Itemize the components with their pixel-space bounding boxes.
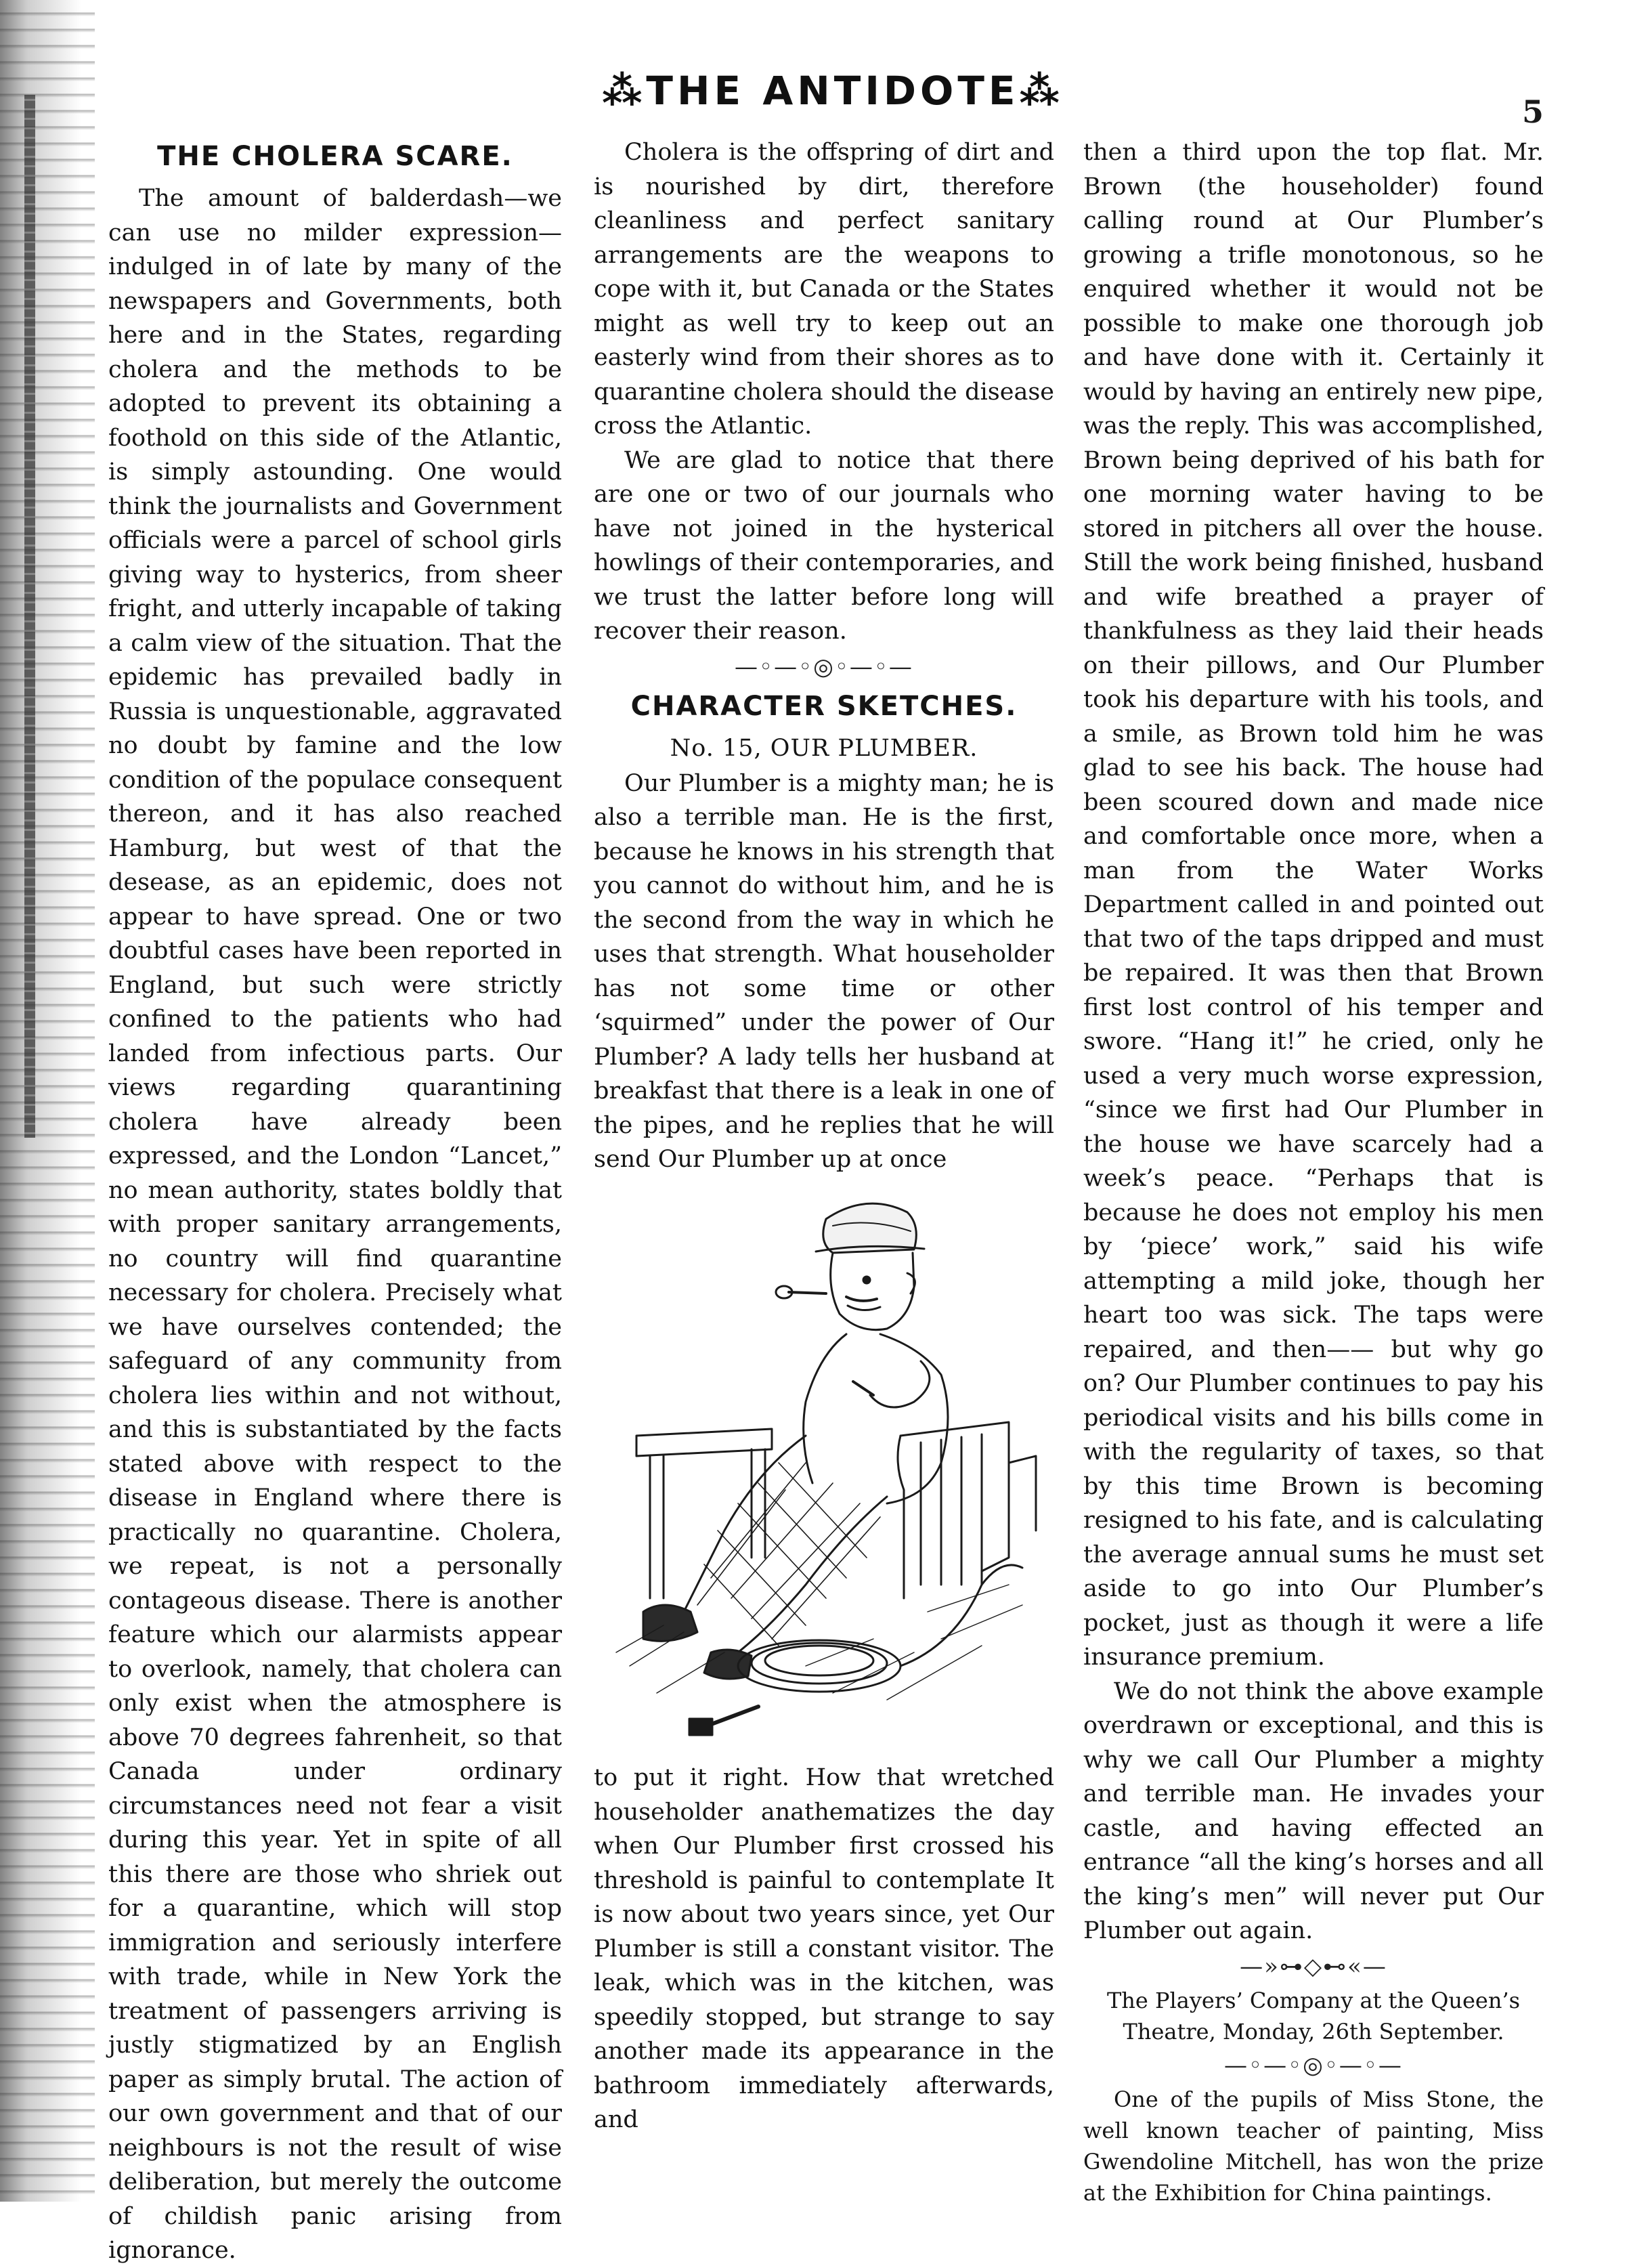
binding-shadow [24,95,35,1138]
sketches-paragraph-3: then a third upon the top flat. Mr. Brown (the householder) found calling round at Our Plumber’s growing a trifle monotonous, so he enquired whether it would not be possible to make one thorough job and have done with it. Certainly it would by having an entirely new pipe, was the reply. This was accomplished, Brown being deprived of his bath for one morning water having to be stored in pitchers all over the house. Still the work being finished, husband and wife breathed a prayer of thankfulness as they laid their heads on their pillows, and Our Plumber took his departure with his tools, and a smile, as Brown told him he was glad to see his back. The house had been scoured down and made nice and comfortable once more, when a man from the Water Works Department called in and pointed out that two of the taps dripped and must be repaired. It was then that Brown first lost control of his temper and swore. “Hang it!” he cried, only he used a very much worse expression, “since we first had Our Plumber in the house we have scarcely had a week’s peace. “Perhaps that is because he does not employ his men by ‘piece’ work,” said his wife attempting a mild joke, though her heart too was sick. The taps were repaired, and then—— but why go on? Our Plumber continues to pay his periodical visits and his bills come in with the regularity of taxes, so that by this time Brown is becoming resigned to his fate, and is calculating the average annual sums he must set aside to go into Our Plumber’s pocket, just as though it were a life insurance premium. [1083,139,1544,1671]
cholera-paragraph-3: We are glad to notice that there are one or two of our journals who have not joined in the hysterical howlings of their contemporaries, and we trust the latter before long will recover their reason. [594,446,1054,645]
notice-players-company: The Players’ Company at the Queen’s Theatre, Monday, 26th September. [1106,1987,1521,2045]
plumber-illustration [603,1178,1049,1747]
sketches-continued: to put it right. How that wretched householder anathematizes the day when Our Plumber first crossed his threshold is painful to contemplate It is now about two years since, yet Our Plumber is still a constant visitor. The leak, which was in the kitchen, was speedily stopped, but strange to say another made its appearance in the bathroom immediately afterwards, and [594,1764,1054,2133]
article-title-sketches: CHARACTER SKETCHES. [630,690,1018,722]
sketches-paragraph-4: We do not think the above example overdrawn or exceptional, and this is why we call Our Plumber a mighty and terrible man. He invades your castle, and having effected an entrance “all the king’s horses and all the king’s men” will never put Our Plumber out again. [1083,1677,1544,1944]
article-subtitle: No. 15, OUR PLUMBER. [670,734,978,762]
cholera-paragraph-2: Cholera is the offspring of dirt and is nourished by dirt, therefore cleanliness and perfect sanitary arrangements are the weapons to cope with it, but Canada or the States might as well try to keep out an easterly wind from their shores as to quarantine cholera should the disease cross the Atlantic. [594,139,1054,440]
page-number: 5 [1522,93,1544,130]
column-middle-top [594,135,1054,1177]
column-right [1083,135,1544,2208]
column-middle-bottom [594,1761,1054,2137]
ornamental-divider-2: —»⊶◇⊷«— [1240,1952,1387,1980]
masthead: ⁂THE ANTIDOTE⁂ [602,68,1064,114]
ornamental-divider-3: —◦—◦◎◦—◦— [1224,2051,1403,2079]
ornamental-divider: —◦—◦◎◦—◦— [735,653,913,681]
scanned-page-edge [0,0,95,2202]
column-left [108,135,562,2268]
cholera-paragraph-1: The amount of balderdash—we can use no milder expression—indulged in of late by many of the newspapers and Governments, both here and in the States, regarding cholera and the methods to be adopted to prevent its obtaining a foothold on this side of the Atlantic, is simply astounding. One would think the journalists and Government officials were a parcel of school girls giving way to hysterics, from sheer fright, and utterly incapable of taking a calm view of the situation. That the epidemic has prevailed badly in Russia is unquestionable, aggravated no doubt by famine and the low condition of the populace consequent thereon, and it has also reached Hamburg, but west of that the desease, as an epidemic, does not appear to have spread. One or two doubtful cases have been reported in England, but such were strictly confined to the patients who had landed from infectious parts. Our views regarding quarantining cholera have already been expressed, and the London “Lancet,” no mean authority, states boldly that with proper sanitary arrangements, no country will find quarantine necessary for cholera. Precisely what we have ourselves contended; the safeguard of any community from cholera lies within and not without, and this is substantiated by the facts stated above with respect to the disease in England where there is practically no quarantine. Cholera, we repeat, is not a personally contageous disease. There is another feature which our alarmists appear to overlook, namely, that cholera can only exist when the atmosphere is above 70 degrees fahrenheit, so that Canada under ordinary circumstances need not fear a visit during this year. Yet in spite of all this there are those who shriek out for a quarantine, which will stop immigration and seriously interfere with trade, while in New York the treatment of passengers arriving is justly stigmatized by an English paper as simply brutal. The action of our own government and that of our neighbours is not the result of wise deliberation, but merely the outcome of childish panic arising from ignorance. [108,185,562,2264]
article-title-cholera: THE CHOLERA SCARE. [157,141,513,172]
notice-miss-stone: One of the pupils of Miss Stone, the well known teacher of painting, Miss Gwendoline Mitchell, has won the prize at the Exhibition for China paintings. [1083,2086,1544,2206]
sketches-intro: Our Plumber is a mighty man; he is also a terrible man. He is the first, because he knows in his strength that you cannot do without him, and he is the second from the way in which he uses that strength. What householder has not some time or other ‘squirmed” under the power of Our Plumber? A lady tells her husband at breakfast that there is a leak in one of the pipes, and he replies that he will send Our Plumber up at once [594,769,1054,1173]
